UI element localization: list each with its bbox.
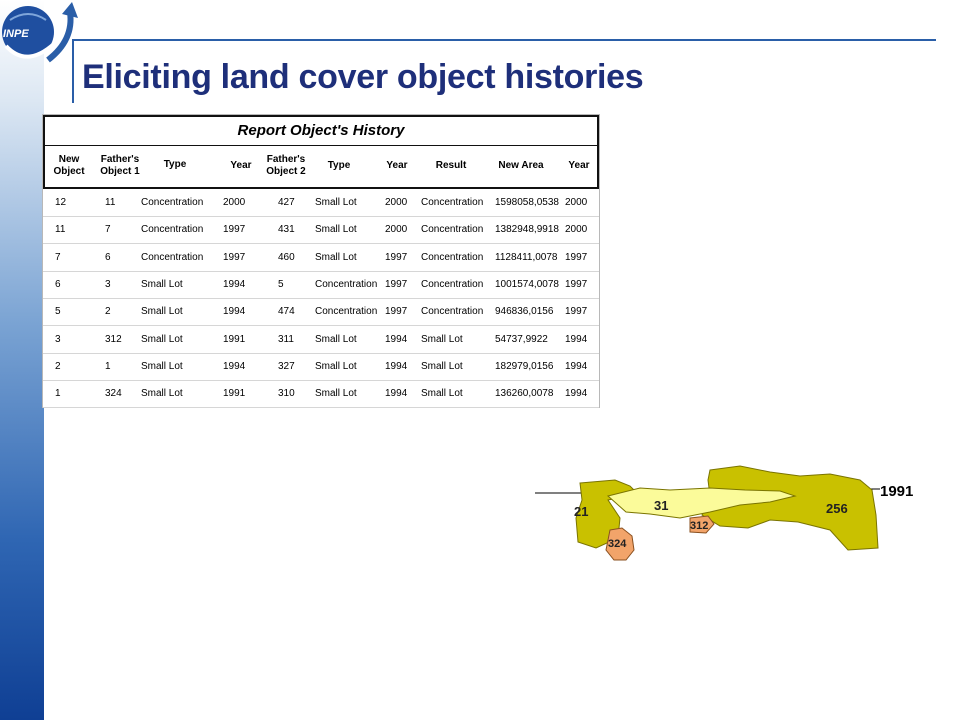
column-header: Result bbox=[435, 160, 467, 171]
table-cell: 1991 bbox=[223, 333, 246, 345]
row-divider bbox=[43, 353, 599, 354]
table-cell: 1997 bbox=[565, 306, 588, 318]
report-table bbox=[42, 114, 600, 408]
table-cell: 2000 bbox=[385, 197, 408, 208]
table-cell: Small Lot bbox=[421, 388, 463, 400]
table-cell: 427 bbox=[278, 197, 295, 208]
region-21-label: 21 bbox=[574, 504, 589, 519]
table-cell: 1001574,0078 bbox=[495, 278, 559, 290]
table-cell: 7 bbox=[105, 224, 111, 236]
column-header: New Object bbox=[53, 154, 85, 177]
column-header: Year bbox=[230, 160, 252, 171]
column-header: Father's Object 1 bbox=[100, 154, 140, 177]
land-cover-map-svg bbox=[530, 460, 930, 570]
table-cell: 1 bbox=[55, 388, 61, 400]
table-cell: Concentration bbox=[315, 278, 378, 290]
table-cell: Small Lot bbox=[141, 306, 183, 318]
table-cell: Concentration bbox=[421, 197, 484, 208]
table-cell: 324 bbox=[105, 388, 122, 400]
table-cell: 1997 bbox=[223, 251, 246, 263]
table-cell: 6 bbox=[55, 278, 61, 290]
table-cell: 11 bbox=[55, 224, 66, 236]
table-cell: Concentration bbox=[421, 224, 484, 236]
region-31-label: 31 bbox=[654, 498, 669, 513]
map-year-label: 1991 bbox=[880, 483, 914, 500]
table-cell: Concentration bbox=[141, 251, 204, 263]
table-cell: 312 bbox=[105, 333, 122, 345]
table-cell: Small Lot bbox=[315, 360, 357, 372]
table-cell: 1 bbox=[105, 360, 111, 372]
row-divider bbox=[43, 407, 599, 408]
report-title-divider bbox=[45, 145, 597, 146]
table-cell: Small Lot bbox=[141, 278, 183, 290]
table-cell: 54737,9922 bbox=[495, 333, 548, 345]
land-cover-map bbox=[530, 460, 930, 570]
table-cell: 2000 bbox=[385, 224, 408, 236]
table-cell: 1994 bbox=[223, 278, 246, 290]
row-divider bbox=[43, 298, 599, 299]
table-cell: Small Lot bbox=[421, 333, 463, 345]
region-312-label: 312 bbox=[690, 520, 709, 532]
region-324-label: 324 bbox=[608, 538, 627, 550]
table-cell: Small Lot bbox=[315, 224, 357, 236]
row-divider bbox=[43, 325, 599, 326]
side-gradient-bar bbox=[0, 0, 44, 720]
table-cell: Small Lot bbox=[315, 197, 357, 208]
column-header: Type bbox=[163, 159, 187, 170]
table-cell: 6 bbox=[105, 251, 111, 263]
column-header: Type bbox=[327, 160, 351, 171]
column-header: New Area bbox=[498, 160, 544, 171]
report-header bbox=[43, 115, 599, 189]
table-cell: 1991 bbox=[223, 388, 246, 400]
table-cell: 1997 bbox=[565, 251, 588, 263]
table-cell: 1994 bbox=[385, 388, 408, 400]
table-cell: 327 bbox=[278, 360, 295, 372]
page-title: Eliciting land cover object histories bbox=[82, 58, 644, 96]
table-cell: 7 bbox=[55, 251, 61, 263]
table-cell: 1994 bbox=[565, 388, 588, 400]
header-vertical-divider bbox=[72, 39, 74, 103]
table-cell: 1994 bbox=[223, 306, 246, 318]
table-cell: 2000 bbox=[223, 197, 246, 208]
table-cell: Small Lot bbox=[315, 333, 357, 345]
table-cell: 1997 bbox=[385, 306, 408, 318]
row-divider bbox=[43, 243, 599, 244]
table-cell: Small Lot bbox=[141, 333, 183, 345]
table-cell: 2000 bbox=[565, 224, 588, 236]
table-cell: 310 bbox=[278, 388, 295, 400]
table-cell: 946836,0156 bbox=[495, 306, 554, 318]
table-cell: 12 bbox=[55, 197, 67, 208]
row-divider bbox=[43, 271, 599, 272]
table-cell: Concentration bbox=[421, 306, 484, 318]
table-cell: Concentration bbox=[141, 197, 204, 208]
row-divider bbox=[43, 216, 599, 217]
logo-text: INPE bbox=[3, 28, 29, 40]
table-cell: 2 bbox=[105, 306, 111, 318]
table-cell: Concentration bbox=[315, 306, 378, 318]
table-cell: Small Lot bbox=[141, 388, 183, 400]
table-cell: 1994 bbox=[385, 333, 408, 345]
column-header: Year bbox=[568, 160, 590, 171]
table-cell: 5 bbox=[278, 278, 284, 290]
table-cell: 3 bbox=[55, 333, 61, 345]
table-cell: 460 bbox=[278, 251, 295, 263]
table-cell: 1997 bbox=[385, 278, 408, 290]
table-cell: Small Lot bbox=[315, 251, 357, 263]
table-cell: 311 bbox=[278, 333, 294, 345]
table-cell: 5 bbox=[55, 306, 61, 318]
region-256-label: 256 bbox=[826, 501, 848, 516]
table-cell: 1382948,9918 bbox=[495, 224, 559, 236]
table-cell: Concentration bbox=[421, 251, 484, 263]
table-cell: 431 bbox=[278, 224, 295, 236]
table-cell: 1997 bbox=[223, 224, 246, 236]
table-cell: Concentration bbox=[141, 224, 204, 236]
table-cell: Small Lot bbox=[141, 360, 183, 372]
table-cell: 1997 bbox=[565, 278, 588, 290]
table-cell: 11 bbox=[105, 197, 116, 208]
table-cell: 1598058,0538 bbox=[495, 197, 559, 208]
column-header: Year bbox=[386, 160, 408, 171]
table-cell: 1994 bbox=[385, 360, 408, 372]
table-cell: Concentration bbox=[421, 278, 484, 290]
table-cell: 1997 bbox=[385, 251, 408, 263]
column-header: Father's Object 2 bbox=[266, 154, 306, 177]
report-title: Report Object's History bbox=[237, 122, 405, 139]
table-cell: Small Lot bbox=[421, 360, 463, 372]
row-divider bbox=[43, 380, 599, 381]
table-cell: 2 bbox=[55, 360, 61, 372]
header-divider bbox=[72, 39, 936, 41]
table-cell: 1128411,0078 bbox=[495, 251, 558, 263]
inpe-logo bbox=[0, 0, 80, 70]
table-cell: 1994 bbox=[565, 360, 588, 372]
table-cell: Small Lot bbox=[315, 388, 357, 400]
table-cell: 182979,0156 bbox=[495, 360, 554, 372]
table-cell: 1994 bbox=[565, 333, 588, 345]
table-cell: 1994 bbox=[223, 360, 246, 372]
table-cell: 2000 bbox=[565, 197, 588, 208]
table-cell: 474 bbox=[278, 306, 295, 318]
table-cell: 136260,0078 bbox=[495, 388, 554, 400]
table-cell: 3 bbox=[105, 278, 111, 290]
